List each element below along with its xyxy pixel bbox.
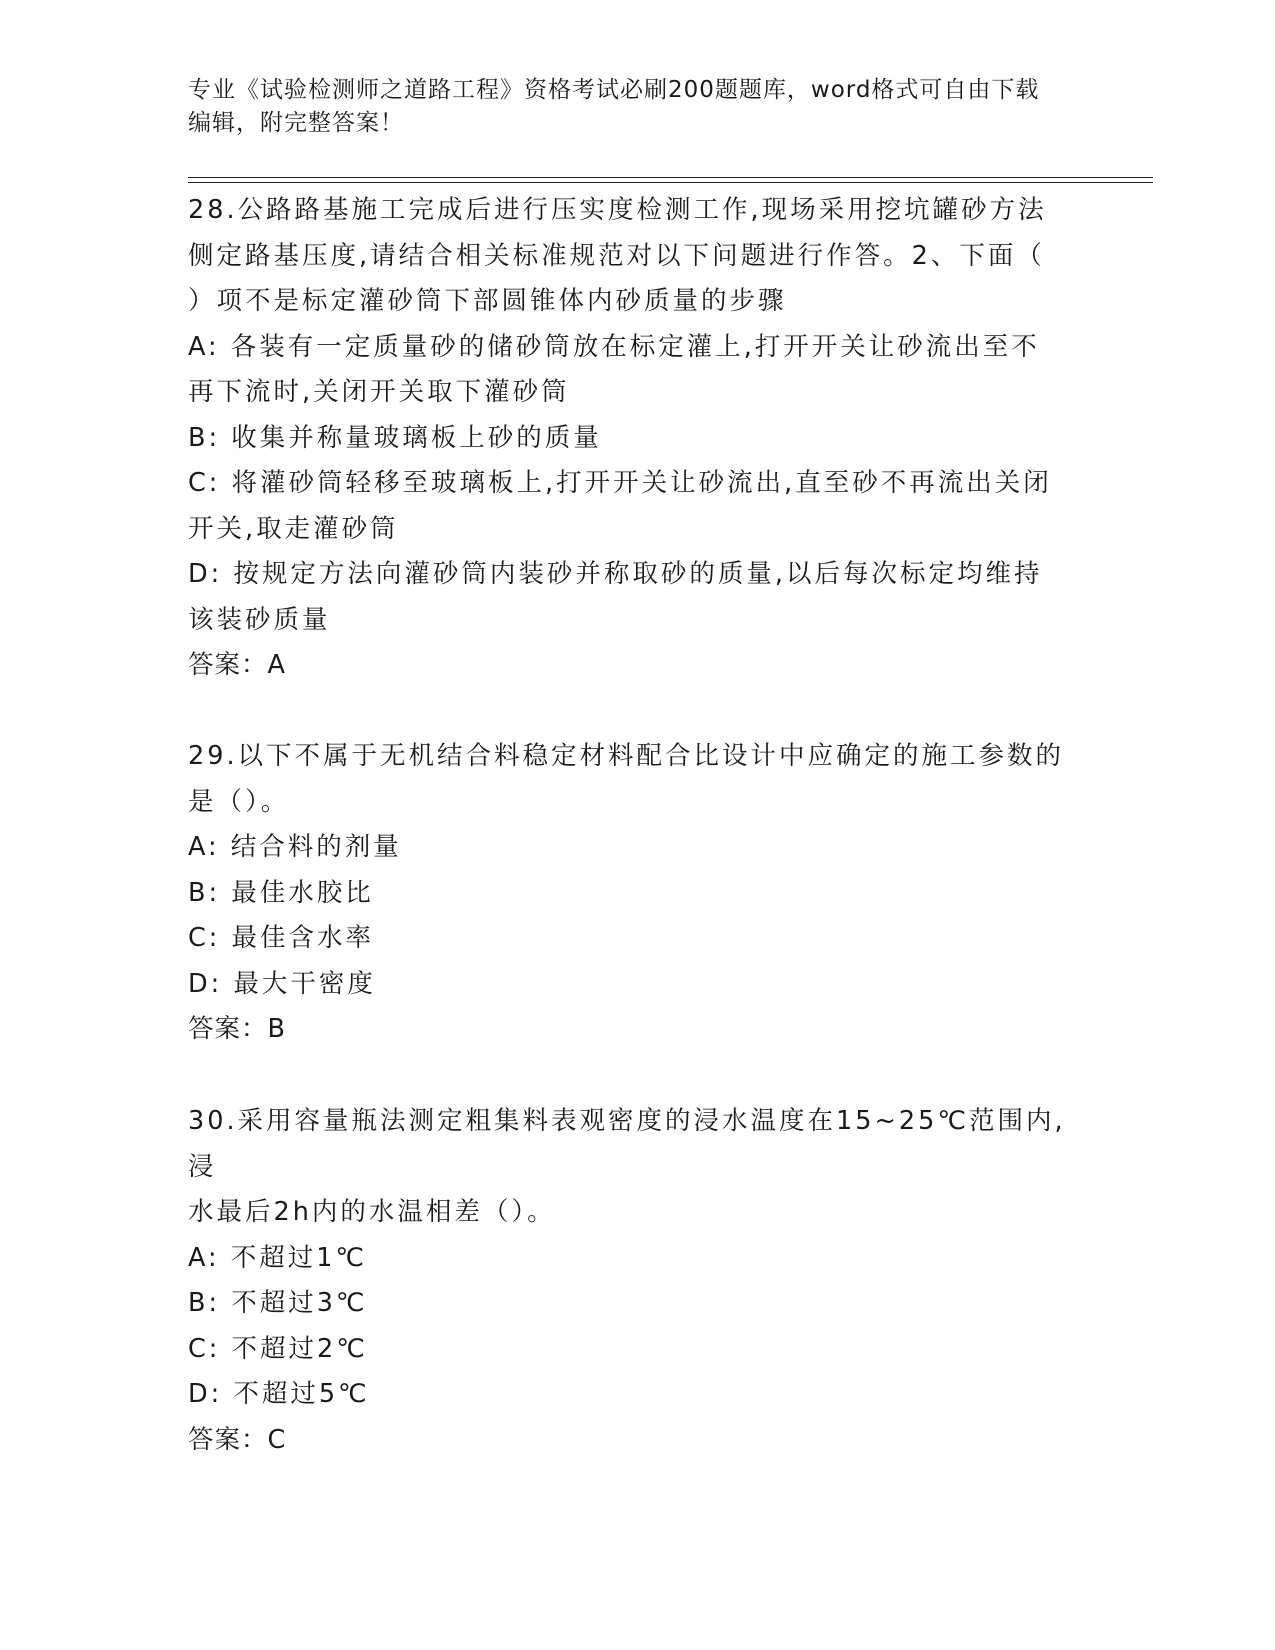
question-stem-line: 是（）。 [188,786,290,817]
question-stem-line: 侧定路基压度,请结合相关标准规范对以下问题进行作答。2、下面（ [188,240,1045,271]
header-line-2: 编辑，附完整答案！ [188,110,404,136]
question-stem-line: ）项不是标定灌砂筒下部圆锥体内砂质量的步骤 [188,286,787,316]
question-stem-line: 28.公路路基施工完成后进行压实度检测工作,现场采用挖坑罐砂方法 [188,195,1047,225]
question-29 [188,734,1088,1053]
header-divider-bottom [188,182,1153,183]
question-stem-line: 29.以下不属于无机结合料稳定材料配合比设计中应确定的施工参数的 [188,741,1065,771]
option-a-line: A: 结合料的剂量 [188,832,402,862]
option-b-line: B: 不超过3℃ [188,1288,368,1318]
question-28 [188,188,1088,689]
option-d-line: 该装砂质量 [188,604,331,635]
option-b-line: B: 最佳水胶比 [188,877,374,908]
document-header [188,74,1068,140]
option-d-line: D: 最大干密度 [188,968,376,999]
answer-line: 答案：C [188,1424,287,1455]
option-c-line: C: 不超过2℃ [188,1333,368,1364]
question-stem-line: 水最后2h内的水温相差（）。 [188,1197,556,1227]
option-c-line: C: 最佳含水率 [188,923,375,953]
option-c-line: C: 将灌砂筒轻移至玻璃板上,打开开关让砂流出,直至砂不再流出关闭 [188,468,1052,498]
option-a-line: 再下流时,关闭开关取下灌砂筒 [188,377,570,407]
header-divider-top [188,177,1153,178]
option-d-line: D: 按规定方法向灌砂筒内装砂并称取砂的质量,以后每次标定均维持 [188,559,1043,589]
option-a-line: A: 各装有一定质量砂的储砂筒放在标定灌上,打开开关让砂流出至不 [188,331,1040,362]
question-stem-line: 30.采用容量瓶法测定粗集料表观密度的浸水温度在15~25℃范围内,浸 [188,1106,1066,1182]
answer-line: 答案：B [188,1014,286,1044]
option-c-line: 开关,取走灌砂筒 [188,513,399,544]
option-d-line: D: 不超过5℃ [188,1379,370,1409]
header-line-1: 专业《试验检测师之道路工程》资格考试必刷200题题库，word格式可自由下载 [188,77,1040,103]
option-a-line: A: 不超过1℃ [188,1242,368,1273]
option-b-line: B: 收集并称量玻璃板上砂的质量 [188,422,602,453]
question-30 [188,1099,1088,1463]
answer-line: 答案：A [188,650,286,680]
